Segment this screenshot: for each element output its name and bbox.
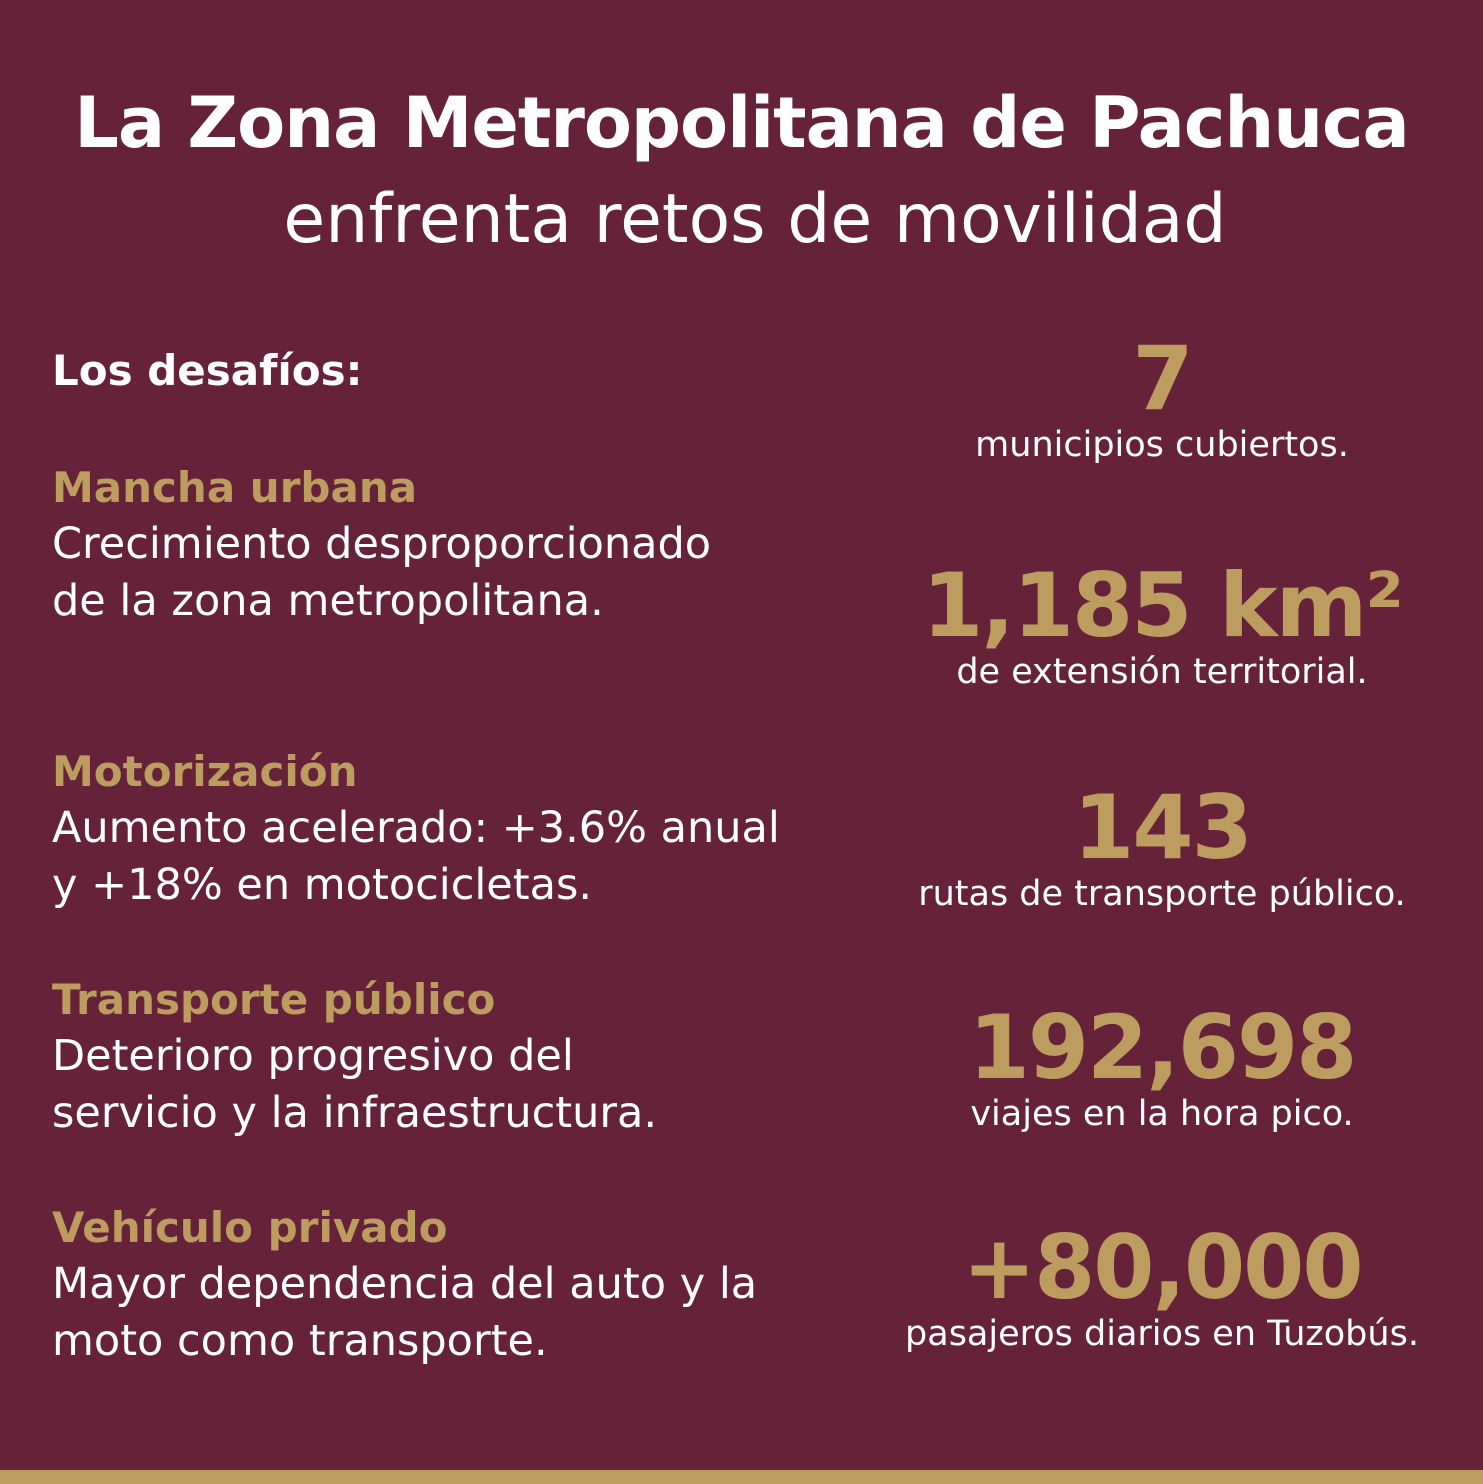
title-line-1: La Zona Metropolitana de Pachuca [74,82,1409,164]
title-line-2: enfrenta retos de movilidad [283,180,1227,259]
challenge-text: Mayor dependencia del auto y la moto como transporte. [52,1259,758,1366]
stat-value: +80,000 [962,1216,1362,1319]
stat-label: municipios cubiertos. [975,425,1349,465]
bottom-accent-bar [0,1470,1483,1484]
stat-value: 1,185 km² [922,554,1402,657]
stat-value: 7 [1132,327,1192,430]
challenge-urban-sprawl [52,460,812,630]
stat-area [860,554,1464,694]
stat-passengers [860,1216,1464,1356]
stat-label: rutas de transporte público. [918,874,1406,914]
challenge-heading: Motorización [52,747,358,796]
challenge-text: Crecimiento desproporcionado de la zona metropolitana. [52,519,712,626]
challenge-motorization [52,744,812,914]
stat-label: de extensión territorial. [956,652,1368,692]
stat-routes [860,776,1464,916]
challenge-text: Deterioro progresivo del servicio y la infraestructura. [52,1031,658,1138]
stat-municipalities [860,327,1464,467]
challenge-public-transport [52,972,812,1142]
stat-label: viajes en la hora pico. [970,1094,1354,1134]
challenge-heading: Transporte público [52,975,496,1024]
stat-value: 192,698 [968,996,1356,1099]
challenges-intro: Los desafíos: [52,346,363,395]
stat-value: 143 [1073,776,1251,879]
challenge-heading: Vehículo privado [52,1203,448,1252]
challenge-private-vehicle [52,1200,812,1370]
stat-trips [860,996,1464,1136]
challenge-heading: Mancha urbana [52,463,418,512]
stat-label: pasajeros diarios en Tuzobús. [905,1314,1419,1354]
challenge-text: Aumento acelerado: +3.6% anual y +18% en motocicletas. [52,803,780,910]
